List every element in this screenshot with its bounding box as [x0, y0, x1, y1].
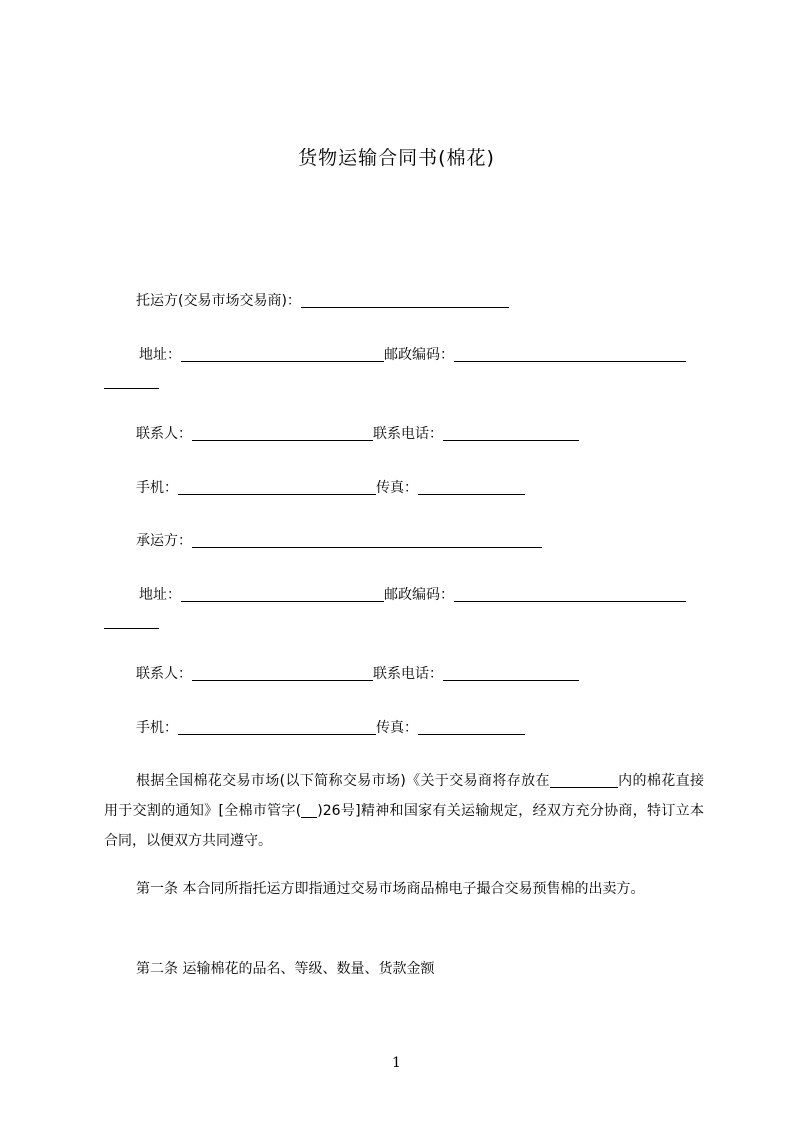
carrier-address-blank	[181, 587, 384, 602]
carrier-contact-line	[104, 664, 736, 684]
shipper-postcode-blank-cont	[104, 374, 159, 389]
intro-year-blank	[301, 803, 317, 818]
shipper-blank	[301, 293, 509, 308]
shipper-address-blank	[181, 347, 384, 362]
intro-paragraph	[104, 766, 704, 856]
carrier-phone-blank	[443, 666, 579, 681]
carrier-fax-label: 传真：	[376, 720, 418, 736]
carrier-phone-label: 联系电话：	[373, 666, 443, 682]
carrier-mobile-label: 手机：	[136, 720, 178, 736]
shipper-address-label: 地址：	[139, 347, 181, 363]
shipper-phone-label: 联系电话：	[373, 426, 443, 442]
carrier-blank	[192, 533, 542, 548]
shipper-label: 托运方(交易市场交易商)：	[136, 293, 301, 309]
carrier-address-label: 地址：	[139, 587, 181, 603]
carrier-contact-label: 联系人：	[136, 666, 192, 682]
shipper-postcode-continuation	[104, 372, 704, 392]
carrier-postcode-continuation	[104, 612, 704, 632]
document-title: 货物运输合同书(棉花)	[298, 147, 495, 169]
intro-text-3: )26号]精神和国家有关运输规定，经双方充分协商，特订立本合同，以便双方共同遵守。	[104, 803, 704, 849]
shipper-mobile-blank	[178, 480, 376, 495]
shipper-contact-line	[104, 424, 736, 444]
shipper-postcode-blank	[454, 347, 686, 362]
article-2: 第二条 运输棉花的品名、等级、数量、货款金额	[136, 961, 435, 977]
shipper-fax-label: 传真：	[376, 480, 418, 496]
intro-location-blank	[550, 773, 618, 788]
shipper-mobile-label: 手机：	[136, 480, 178, 496]
carrier-postcode-blank-cont	[104, 614, 159, 629]
shipper-fax-blank	[418, 480, 525, 495]
carrier-label: 承运方：	[136, 533, 192, 549]
page-number: 1	[392, 1055, 401, 1071]
shipper-line	[104, 291, 736, 311]
carrier-mobile-blank	[178, 720, 376, 735]
carrier-postcode-blank	[454, 587, 686, 602]
intro-text-1: 根据全国棉花交易市场(以下简称交易市场)《关于交易商将存放在	[136, 773, 550, 789]
shipper-postcode-label: 邮政编码：	[384, 347, 454, 363]
carrier-contact-blank	[192, 666, 373, 681]
carrier-fax-blank	[418, 720, 525, 735]
carrier-mobile-line	[104, 718, 736, 738]
shipper-contact-label: 联系人：	[136, 426, 192, 442]
carrier-line	[104, 531, 736, 551]
shipper-mobile-line	[104, 478, 736, 498]
shipper-contact-blank	[192, 426, 373, 441]
carrier-address-line	[104, 585, 739, 605]
intro-text-2: 内的棉花直接用于交割的通知》[全棉市管字(	[104, 773, 704, 819]
carrier-postcode-label: 邮政编码：	[384, 587, 454, 603]
shipper-address-line	[104, 345, 739, 365]
shipper-phone-blank	[443, 426, 579, 441]
article-1: 第一条 本合同所指托运方即指通过交易市场商品棉电子撮合交易预售棉的出卖方。	[136, 881, 645, 897]
